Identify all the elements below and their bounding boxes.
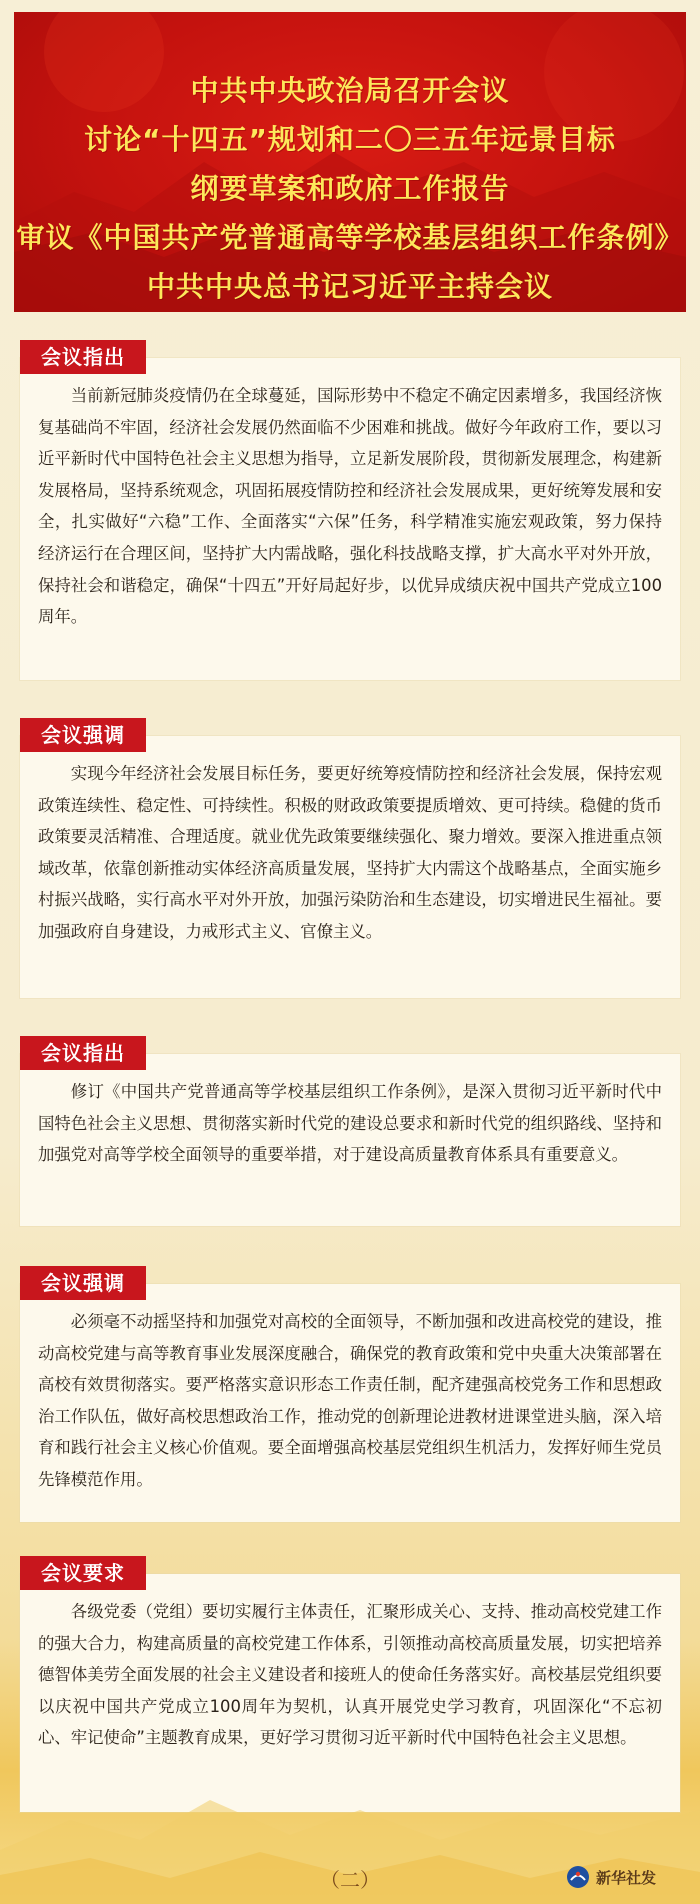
header-title-block: [14, 66, 686, 311]
header-line-3: 纲要草案和政府工作报告: [190, 172, 510, 205]
section-card: [20, 1284, 680, 1522]
header-line-5: 中共中央总书记习近平主持会议: [146, 270, 553, 303]
source-credit: [566, 1863, 656, 1891]
header-line-2: 讨论“十四五”规划和二〇三五年远景目标: [84, 123, 616, 156]
section-tag: 会议指出: [20, 1036, 146, 1070]
page-number-label: （二）: [320, 1868, 380, 1892]
header-line-4: 审议《中国共产党普通高等学校基层组织工作条例》: [16, 221, 684, 254]
section-text: 各级党委（党组）要切实履行主体责任，汇聚形成关心、支持、推动高校党建工作的强大合力，构建高质量的高校党建工作体系，引领推动高校高质量发展，切实把培养德智体美劳全面发展的社会主义建设者和接班人的使命任务落实好。高校基层党组织要以庆祝中国共产党成立100周年为契机，认真开展党史学习教育，巩固深化“不忘初心、牢记使命”主题教育成果，更好学习贯彻习近平新时代中国特色社会主义思想。: [38, 1602, 662, 1748]
section-text: 实现今年经济社会发展目标任务，要更好统筹疫情防控和经济社会发展，保持宏观政策连续性、稳定性、可持续性。积极的财政政策要提质增效、更可持续。稳健的货币政策要灵活精准、合理适度。就业优先政策要继续强化、聚力增效。要深入推进重点领域改革，依靠创新推动实体经济高质量发展，坚持扩大内需这个战略基点，全面实施乡村振兴战略，实行高水平对外开放，加强污染防治和生态建设，切实增进民生福祉。要加强政府自身建设，力戒形式主义、官僚主义。: [38, 764, 662, 941]
section-card: [20, 736, 680, 998]
section-tag: 会议要求: [20, 1556, 146, 1590]
section-tag: 会议指出: [20, 340, 146, 374]
xinhua-logo-icon: [566, 1865, 590, 1889]
header-banner: [14, 12, 686, 312]
section-text: 必须毫不动摇坚持和加强党对高校的全面领导，不断加强和改进高校党的建设，推动高校党建与高等教育事业发展深度融合，确保党的教育政策和党中央重大决策部署在高校有效贯彻落实。要严格落实意识形态工作责任制，配齐建强高校党务工作和思想政治工作队伍，做好高校思想政治工作，推动党的创新理论进教材进课堂进头脑，深入培育和践行社会主义核心价值观。要全面增强高校基层党组织生机活力，发挥好师生党员先锋模范作用。: [38, 1312, 662, 1489]
section-tag: 会议强调: [20, 718, 146, 752]
source-name: 新华社发: [596, 1868, 657, 1887]
section-card: [20, 358, 680, 680]
section-tag: 会议强调: [20, 1266, 146, 1300]
header-line-1: 中共中央政治局召开会议: [190, 74, 510, 107]
section-text: 修订《中国共产党普通高等学校基层组织工作条例》，是深入贯彻习近平新时代中国特色社会主义思想、贯彻落实新时代党的建设总要求和新时代党的组织路线、坚持和加强党对高等学校全面领导的重要举措，对于建设高质量教育体系具有重要意义。: [38, 1082, 662, 1165]
section-text: 当前新冠肺炎疫情仍在全球蔓延，国际形势中不稳定不确定因素增多，我国经济恢复基础尚不牢固，经济社会发展仍然面临不少困难和挑战。做好今年政府工作，要以习近平新时代中国特色社会主义思想为指导，立足新发展阶段，贯彻新发展理念，构建新发展格局，坚持系统观念，巩固拓展疫情防控和经济社会发展成果，更好统筹发展和安全，扎实做好“六稳”工作、全面落实“六保”任务，科学精准实施宏观政策，努力保持经济运行在合理区间，坚持扩大内需战略，强化科技战略支撑，扩大高水平对外开放，保持社会和谐稳定，确保“十四五”开好局起好步，以优异成绩庆祝中国共产党成立100周年。: [38, 386, 662, 627]
section-card: [20, 1054, 680, 1226]
